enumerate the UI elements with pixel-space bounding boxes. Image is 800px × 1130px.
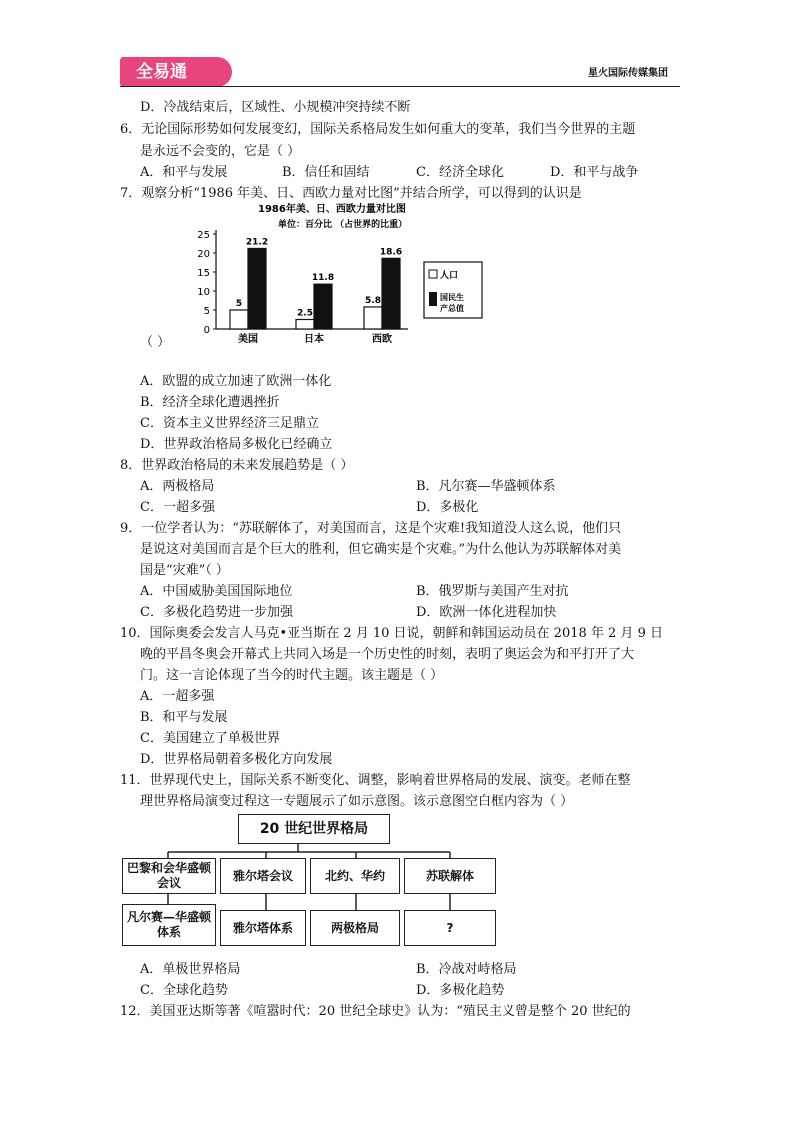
q5-option-d: D．冷战结束后，区域性、小规模冲突持续不断 — [140, 100, 411, 115]
q8-option-b[interactable]: B．凡尔赛—华盛顿体系 — [416, 479, 556, 494]
diagram-event-3: 北约、华约 — [310, 858, 400, 894]
bar-value-label: 21.2 — [245, 237, 269, 248]
diagram-event-1: 巴黎和会华盛顿会议 — [122, 858, 216, 894]
diagram-result-2: 雅尔塔体系 — [220, 910, 306, 946]
y-tick-label: 10 — [197, 287, 210, 298]
q9-stem-3: 国是“灾难”（ ） — [140, 563, 229, 578]
q8-stem: 8．世界政治格局的未来发展趋势是（ ） — [120, 458, 354, 473]
bar-value-label: 5.8 — [365, 295, 381, 306]
q6-option-d[interactable]: D．和平与战争 — [550, 165, 639, 180]
bar-value-label: 5 — [235, 299, 243, 309]
q7-paren: （ ） — [140, 335, 171, 350]
diagram-root: 20 世纪世界格局 — [238, 814, 390, 844]
q9-option-a[interactable]: A．中国威胁美国国际地位 — [140, 584, 293, 599]
q6-option-c[interactable]: C．经济全球化 — [416, 165, 504, 180]
q10-option-c[interactable]: C．美国建立了单极世界 — [140, 731, 280, 746]
q9-option-b[interactable]: B．俄罗斯与美国产生对抗 — [416, 584, 569, 599]
y-tick-label: 20 — [197, 249, 210, 260]
q10-option-a[interactable]: A．一超多强 — [140, 689, 215, 704]
bar-1-2 — [382, 258, 400, 329]
chart-title: 1986年美、日、西欧力量对比图 — [258, 204, 406, 215]
legend-swatch-gnp — [429, 292, 437, 306]
y-tick-label: 25 — [197, 230, 210, 241]
q6-option-a[interactable]: A．和平与发展 — [140, 165, 228, 180]
world-pattern-diagram — [120, 812, 500, 962]
q7-option-c[interactable]: C．资本主义世界经济三足鼎立 — [140, 416, 319, 431]
q8-option-d[interactable]: D．多极化 — [416, 500, 479, 515]
publisher-name: 星火国际传媒集团 — [588, 68, 668, 79]
legend-label-population: 人口 — [440, 271, 459, 281]
category-label: 西欧 — [372, 334, 392, 345]
q11-stem-2: 理世界格局演变过程这一专题展示了如示意图。该示意图空白框内容为（ ） — [140, 794, 574, 809]
bar-0-0 — [230, 310, 248, 329]
q10-stem-3: 门。这一言论体现了当今的时代主题。该主题是（ ） — [140, 668, 444, 683]
category-label: 美国 — [238, 334, 258, 345]
force-comparison-chart — [188, 200, 498, 345]
q7-option-b[interactable]: B．经济全球化遭遇挫折 — [140, 395, 280, 410]
bar-value-label: 18.6 — [379, 247, 403, 258]
category-label: 日本 — [304, 334, 324, 345]
brand-logo: 全易通 — [120, 57, 232, 87]
bar-0-1 — [296, 320, 314, 330]
diagram-result-1: 凡尔赛—华盛顿体系 — [122, 904, 216, 946]
q11-option-a[interactable]: A．单极世界格局 — [140, 962, 241, 977]
q8-option-a[interactable]: A．两极格局 — [140, 479, 215, 494]
bar-1-1 — [314, 284, 332, 329]
q8-option-c[interactable]: C．一超多强 — [140, 500, 215, 515]
legend-label-gnp-2: 产总值 — [440, 304, 464, 313]
q7-option-a[interactable]: A．欧盟的成立加速了欧洲一体化 — [140, 374, 332, 389]
q11-option-c[interactable]: C．全球化趋势 — [140, 983, 228, 998]
q9-stem-1: 9．一位学者认为：“苏联解体了，对美国而言，这是个灾难!我知道没人这么说，他们只 — [120, 521, 622, 536]
q10-stem-1: 10．国际奥委会发言人马克•亚当斯在 2 月 10 日说，朝鲜和韩国运动员在 2018 年 2 月 9 日 — [120, 626, 663, 641]
q6-stem-2: 是永远不会变的，它是（ ） — [140, 144, 301, 159]
diagram-result-3: 两极格局 — [310, 910, 400, 946]
q12-stem: 12．美国亚达斯等著《喧嚣时代：20 世纪全球史》认为：“殖民主义曾是整个 20 世纪的 — [120, 1004, 631, 1019]
bar-value-label: 11.8 — [311, 273, 335, 284]
q11-option-b[interactable]: B．冷战对峙格局 — [416, 962, 517, 977]
q10-stem-2: 晚的平昌冬奥会开幕式上共同入场是一个历史性的时刻，表明了奥运会为和平打开了大 — [140, 647, 635, 662]
q11-stem-1: 11．世界现代史上，国际关系不断变化、调整，影响着世界格局的发展、演变。老师在整 — [120, 773, 631, 788]
q10-option-b[interactable]: B．和平与发展 — [140, 710, 228, 725]
q10-option-d[interactable]: D．世界格局朝着多极化方向发展 — [140, 752, 333, 767]
bar-1-0 — [248, 248, 266, 329]
legend-label-gnp: 国民生 — [440, 293, 464, 302]
diagram-blank-box: ? — [404, 910, 496, 946]
q6-option-b[interactable]: B．信任和固结 — [282, 165, 370, 180]
q9-option-c[interactable]: C．多极化趋势进一步加强 — [140, 605, 293, 620]
q7-stem: 7．观察分析“1986 年美、日、西欧力量对比图”并结合所学，可以得到的认识是 — [120, 186, 582, 201]
y-tick-label: 5 — [203, 306, 210, 317]
bar-0-2 — [364, 307, 382, 329]
legend-swatch-population — [429, 270, 437, 278]
q11-option-d[interactable]: D．多极化趋势 — [416, 983, 505, 998]
y-tick-label: 15 — [197, 268, 210, 279]
header-rule — [120, 86, 680, 87]
y-tick-label: 0 — [203, 325, 210, 336]
q9-stem-2: 是说这对美国而言是个巨大的胜利，但它确实是个灾难。”为什么他认为苏联解体对美 — [140, 542, 622, 557]
diagram-event-2: 雅尔塔会议 — [220, 858, 306, 894]
bar-value-label: 2.5 — [297, 308, 313, 319]
q9-option-d[interactable]: D．欧洲一体化进程加快 — [416, 605, 557, 620]
chart-subtitle: 单位：百分比 （占世界的比重） — [278, 220, 408, 230]
q6-stem-1: 6．无论国际形势如何发展变幻，国际关系格局发生如何重大的变革，我们当今世界的主题 — [120, 122, 636, 137]
q7-option-d[interactable]: D．世界政治格局多极化已经确立 — [140, 437, 333, 452]
diagram-event-4: 苏联解体 — [404, 858, 496, 894]
